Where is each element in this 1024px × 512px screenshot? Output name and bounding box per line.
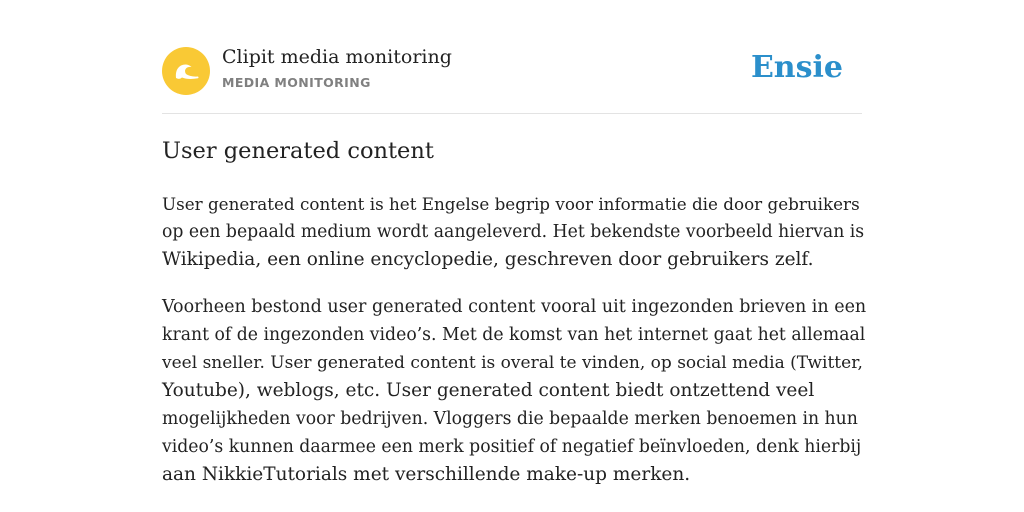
source-category: MEDIA MONITORING — [222, 75, 371, 90]
paragraph-line: Voorheen bestond user generated content vooral uit ingezonden brieven in een — [162, 297, 867, 317]
paragraph-line: veel sneller. User generated content is overal te vinden, op social media (Twitter, — [162, 353, 863, 373]
paragraph-line: aan NikkieTutorials met verschillende make-up merken. — [162, 464, 691, 485]
source-header — [162, 46, 862, 96]
page-title: User generated content — [162, 138, 434, 164]
paragraph-line: video’s kunnen daarmee een merk positief of negatief beïnvloeden, denk hierbij — [162, 437, 862, 457]
source-logo[interactable] — [162, 47, 210, 95]
paragraph-line: User generated content is het Engelse begrip voor informatie die door gebruikers — [162, 194, 860, 214]
paragraph-line: mogelijkheden voor bedrijven. Vloggers die bepaalde merken benoemen in hun — [162, 409, 858, 429]
definition-card — [162, 0, 867, 512]
header-divider — [162, 113, 862, 114]
source-name[interactable]: Clipit media monitoring — [222, 46, 452, 68]
speech-bubble-icon — [162, 47, 210, 95]
paragraph-line: op een bepaald medium wordt aangeleverd. Het bekendste voorbeeld hiervan is — [162, 222, 865, 242]
paragraph-2 — [162, 293, 867, 489]
paragraph-1 — [162, 190, 867, 274]
paragraph-line: Wikipedia, een online encyclopedie, geschreven door gebruikers zelf. — [162, 249, 814, 270]
paragraph-line: Youtube), weblogs, etc. User generated content biedt ontzettend veel — [162, 380, 815, 401]
brand-logo[interactable]: Ensie — [750, 50, 843, 85]
paragraph-line: krant of de ingezonden video’s. Met de komst van het internet gaat het allemaal — [162, 325, 866, 345]
